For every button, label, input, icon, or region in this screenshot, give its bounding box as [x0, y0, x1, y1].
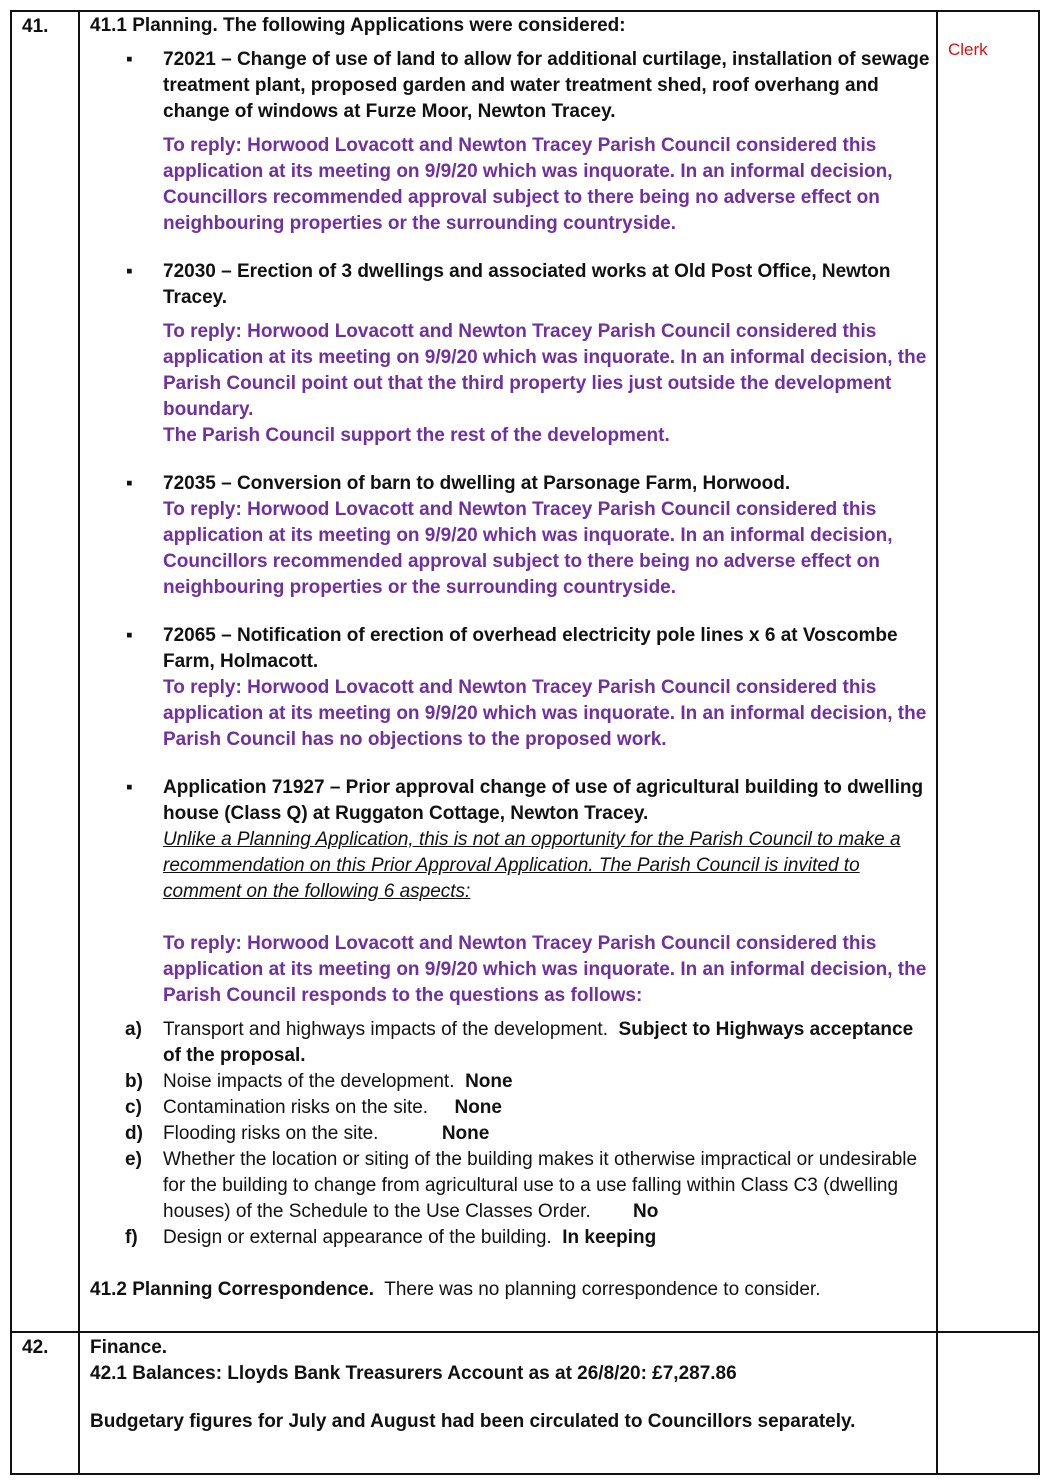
- planning-heading: 41.1 Planning. The following Applications were considered:: [90, 15, 626, 36]
- question-text: Whether the location or siting of the building makes it otherwise impractical or undesirable for the building to change from agricultural use to a use falling within Class C3 (dwelling houses) of the Schedule to the Use Classes Order.: [163, 1149, 918, 1222]
- application-title: 72035 – Conversion of barn to dwelling at Parsonage Farm, Horwood.: [163, 473, 791, 494]
- application-item: [90, 775, 930, 1009]
- table-border-right: [1038, 10, 1040, 1475]
- application-title: Application 71927 – Prior approval change of use of agricultural building to dwelling house (Class Q) at Ruggaton Cottage, Newton Tracey.: [163, 777, 924, 824]
- correspondence-heading: 41.2 Planning Correspondence.: [90, 1279, 375, 1300]
- application-item: [90, 47, 930, 237]
- question-letter: c): [125, 1097, 142, 1118]
- bullet-icon: ▪: [126, 261, 133, 282]
- question-item: [90, 1147, 930, 1225]
- application-title: 72021 – Change of use of land to allow for additional curtilage, installation of sewage treatment plant, proposed garden and water treatment shed, roof overhang and change of windows at Furze Moor, Newton Tracey.: [163, 49, 930, 122]
- application-reply: To reply: Horwood Lovacott and Newton Tracey Parish Council considered this application at its meeting on 9/9/20 which was inquorate. In an informal decision, Councillors recommended approval subject to there being no adverse effect on neighbouring properties or the surrounding countryside.: [163, 135, 893, 234]
- question-letter: a): [125, 1019, 142, 1040]
- question-letter: e): [125, 1149, 142, 1170]
- column-divider-number: [78, 10, 80, 1475]
- bullet-icon: ▪: [126, 473, 133, 494]
- section-41-content: [90, 13, 930, 1303]
- question-answer: Subject to Highways acceptance of the proposal.: [163, 1019, 914, 1066]
- bullet-icon: ▪: [126, 49, 133, 70]
- question-answer: None: [454, 1097, 502, 1118]
- application-reply: To reply: Horwood Lovacott and Newton Tracey Parish Council considered this application at its meeting on 9/9/20 which was inquorate. In an informal decision, the Parish Council has no objections to the proposed work.: [163, 677, 927, 750]
- prior-approval-note: Unlike a Planning Application, this is not an opportunity for the Parish Council to make a recommendation on this Prior Approval Application. The Parish Council is invited to comment on the following 6 aspects:: [163, 829, 901, 902]
- section-number-41: 41.: [22, 16, 49, 37]
- column-divider-action: [936, 10, 938, 1475]
- question-letter: d): [125, 1123, 143, 1144]
- table-border-left: [10, 10, 12, 1475]
- question-text: Design or external appearance of the building.: [163, 1227, 552, 1248]
- application-reply: To reply: Horwood Lovacott and Newton Tracey Parish Council considered this application at its meeting on 9/9/20 which was inquorate. In an informal decision, Councillors recommended approval subject to there being no adverse effect on neighbouring properties or the surrounding countryside.: [163, 499, 893, 598]
- question-item: [90, 1095, 930, 1121]
- question-answer: None: [465, 1071, 513, 1092]
- finance-budget-note: Budgetary figures for July and August had been circulated to Councillors separately.: [90, 1411, 856, 1432]
- application-reply-extra: The Parish Council support the rest of the development.: [163, 425, 670, 446]
- question-letter: f): [125, 1227, 138, 1248]
- question-text: Flooding risks on the site.: [163, 1123, 379, 1144]
- question-text: Noise impacts of the development.: [163, 1071, 455, 1092]
- application-item: [90, 623, 930, 753]
- planning-correspondence: [90, 1277, 930, 1303]
- question-item: [90, 1017, 930, 1069]
- table-border-bottom: [10, 1473, 1040, 1475]
- bullet-icon: ▪: [126, 777, 133, 798]
- row-divider: [10, 1331, 1040, 1333]
- question-text: Contamination risks on the site.: [163, 1097, 429, 1118]
- section-number-42: 42.: [22, 1337, 49, 1358]
- question-answer: None: [441, 1123, 490, 1144]
- question-item: [90, 1225, 930, 1251]
- bullet-icon: ▪: [126, 625, 133, 646]
- finance-balances: 42.1 Balances: Lloyds Bank Treasurers Account as at 26/8/20: £7,287.86: [90, 1363, 737, 1384]
- action-clerk: Clerk: [948, 40, 988, 59]
- application-title: 72030 – Erection of 3 dwellings and associated works at Old Post Office, Newton Tracey.: [163, 261, 891, 308]
- application-item: [90, 259, 930, 449]
- question-item: [90, 1069, 930, 1095]
- section-42-content: [90, 1335, 930, 1435]
- question-answer: No: [632, 1201, 659, 1222]
- question-answer: In keeping: [562, 1227, 657, 1248]
- question-letter: b): [125, 1071, 143, 1092]
- question-text: Transport and highways impacts of the development.: [163, 1019, 608, 1040]
- table-border-top: [10, 10, 1040, 12]
- application-title: 72065 – Notification of erection of overhead electricity pole lines x 6 at Voscombe Farm, Holmacott.: [163, 625, 898, 672]
- correspondence-text: There was no planning correspondence to consider.: [384, 1279, 821, 1300]
- application-reply: To reply: Horwood Lovacott and Newton Tracey Parish Council considered this application at its meeting on 9/9/20 which was inquorate. In an informal decision, the Parish Council point out that the third property lies just outside the development boundary.: [163, 321, 927, 420]
- application-reply: To reply: Horwood Lovacott and Newton Tracey Parish Council considered this application at its meeting on 9/9/20 which was inquorate. In an informal decision, the Parish Council responds to the questions as follows:: [163, 933, 927, 1006]
- application-item: [90, 471, 930, 601]
- question-item: [90, 1121, 930, 1147]
- finance-heading: Finance.: [90, 1337, 168, 1358]
